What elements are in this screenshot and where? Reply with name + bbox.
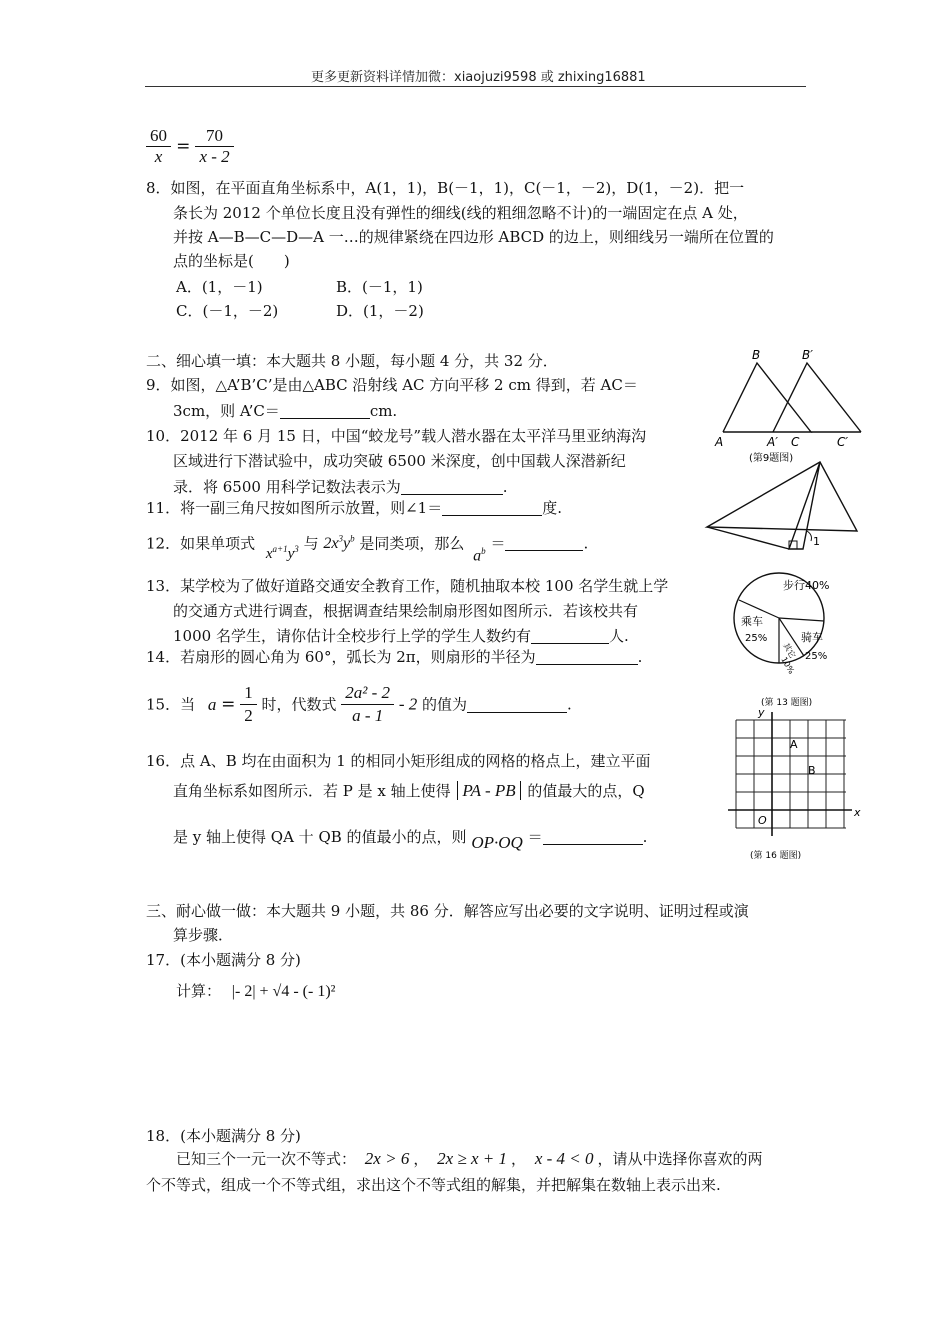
q11-answer-blank[interactable]	[442, 499, 542, 516]
q18-title: 18．(本小题满分 8 分)	[146, 1127, 301, 1145]
label-B-prime: B′	[802, 348, 813, 362]
q14-line: 14．若扇形的圆心角为 60°，弧长为 2π，则扇形的半径为 .	[146, 648, 643, 666]
q15-half: $\frac{1}{2}$	[240, 682, 257, 727]
q8-line3: 并按 A—B—C—D—A 一…的规律紧绕在四边形 ABCD 的边上，则细线另一端所在位置的	[173, 228, 774, 246]
q10-line1: 10．2012 年 6 月 15 日，中国“蛟龙号”载人潜水器在太平洋马里亚纳海沟	[146, 427, 647, 445]
q8-line2: 条长为 2012 个单位长度且没有弹性的细线(线的粗细忽略不计)的一端固定在点 A 处，	[173, 204, 748, 222]
label-A: A	[715, 435, 724, 449]
point-B-label: B	[808, 764, 816, 777]
q13-answer-blank[interactable]	[531, 627, 609, 644]
q16-line3: 是 y 轴上使得 QA 十 QB 的值最小的点，则 OP·OQ ＝ .	[173, 828, 648, 852]
point-A-label: A	[790, 738, 798, 751]
q14-answer-blank[interactable]	[536, 648, 638, 665]
pie-label-walk: 步行40%	[783, 579, 830, 592]
label-A-prime: A′	[767, 435, 778, 449]
header-rule	[145, 86, 806, 87]
q18-line1: 已知三个一元一次不等式： 2x > 6 ， 2x ≥ x + 1 ， x - 4 < 0 ，请从中选择你喜欢的两	[176, 1149, 763, 1168]
q17-expression: |- 2| + √4 - (- 1)²	[231, 983, 336, 1000]
figure-q13-pie	[731, 555, 831, 710]
pie-label-bus: 乘车	[741, 615, 763, 628]
q12-monomial-2: $2x^3y^b$	[323, 534, 355, 553]
q11-line: 11．将一副三角尺按如图所示放置，则∠1＝ 度.	[146, 499, 562, 517]
q15-expression: $\frac{\text{2a² - 2}}{a - 1}$	[341, 682, 394, 727]
q13-line3: 1000 名学生，请你估计全校步行上学的学生人数约有 人.	[173, 627, 629, 645]
x-axis-label: x	[854, 806, 861, 819]
figure-q11-triangles	[703, 457, 863, 557]
q12-monomial-1: $x^{a+1}y^3$	[265, 544, 299, 563]
figure-q13-caption: (第 13 题图)	[761, 698, 813, 708]
q13-line1: 13．某学校为了做好道路交通安全教育工作，随机抽取本校 100 名学生就上学	[146, 577, 669, 595]
q17-problem: 计算： |- 2| + √4 - (- 1)²	[176, 982, 336, 1000]
q8-line4: 点的坐标是( )	[173, 252, 290, 270]
q16-answer-blank[interactable]	[543, 828, 643, 845]
q10-line2: 区域进行下潜试验中，成功突破 6500 米深度，创中国载人深潜新纪	[173, 452, 626, 470]
section2-title: 二、细心填一填：本大题共 8 小题，每小题 4 分，共 32 分．	[146, 352, 558, 370]
figure-q9-caption: (第9题图)	[749, 453, 794, 464]
figure-q9-triangles	[705, 345, 865, 465]
q12-answer-blank[interactable]	[505, 534, 583, 551]
angle-1-label: 1	[813, 535, 820, 548]
q8-option-a: A．(1，－1)	[176, 278, 263, 296]
q8-option-b: B．(－1，1)	[336, 278, 423, 296]
pie-label-other: 其它	[781, 641, 798, 660]
q16-line1: 16．点 A、B 均在由面积为 1 的相同小矩形组成的网格的格点上，建立平面	[146, 752, 651, 770]
q8-line1: 8．如图，在平面直角坐标系中，A(1，1)，B(－1，1)，C(－1，－2)，D(1，－2)．把一	[146, 179, 745, 197]
section3-line1: 三、耐心做一做：本大题共 9 小题，共 86 分．解答应写出必要的文字说明、证明过程或演	[146, 902, 749, 920]
pie-label-other-pct: 10%	[779, 655, 796, 676]
q8-option-c: C．(－1，－2)	[176, 302, 279, 320]
q9-line2: 3cm，则 A’C＝ cm.	[173, 402, 398, 420]
q9-answer-blank[interactable]	[280, 402, 370, 419]
q18-line2: 个不等式，组成一个不等式组，求出这个不等式组的解集，并把解集在数轴上表示出来.	[146, 1176, 721, 1194]
q12-line: 12．如果单项式 $x^{a+1}y^3$ 与 $2x^3y^b$ 是同类项，那么 $a^b$ ＝ .	[146, 528, 588, 567]
label-B: B	[752, 348, 761, 362]
pie-label-bike: 骑车	[801, 631, 823, 644]
origin-label: O	[758, 814, 767, 827]
q16-abs-expression: PA - PB	[457, 781, 520, 800]
q9-line1: 9．如图，△A’B’C’是由△ABC 沿射线 AC 方向平移 2 cm 得到，若 AC＝	[146, 376, 638, 394]
q10-line3: 录．将 6500 用科学记数法表示为 .	[173, 478, 508, 496]
q16-line2: 直角坐标系如图所示．若 P 是 x 轴上使得 PA - PB 的值最大的点，Q	[173, 781, 645, 800]
label-C-prime: C′	[837, 435, 849, 449]
q8-option-d: D．(1，－2)	[336, 302, 424, 320]
q13-line2: 的交通方式进行调查，根据调查结果绘制扇形图如图所示．若该校共有	[173, 602, 639, 620]
q10-answer-blank[interactable]	[401, 478, 503, 495]
q15-line: 15．当 a = $\frac{1}{2}$ 时，代数式 $\frac{\text{2a² - 2}}{a - 1}$ - 2 的值为 .	[146, 683, 572, 725]
y-axis-label: y	[758, 708, 765, 719]
figure-q16-grid	[728, 708, 868, 868]
figure-q16-caption: (第 16 题图)	[750, 851, 802, 861]
q16-product: OP·OQ	[471, 833, 523, 852]
q7-equation: $\frac{60}{x}$ = $\frac{70}{x - 2}$	[146, 126, 234, 167]
pie-label-bus-pct: 25%	[745, 633, 768, 644]
section3-line2: 算步骤．	[173, 926, 234, 944]
q15-answer-blank[interactable]	[467, 696, 567, 713]
label-C: C	[791, 435, 800, 449]
q17-title: 17．(本小题满分 8 分)	[146, 951, 301, 969]
q12-power: $a^b$	[473, 546, 486, 565]
page-header: 更多更新资料详情加微：xiaojuzi9598 或 zhixing16881	[311, 70, 646, 85]
pie-label-bike-pct: 25%	[805, 651, 828, 662]
